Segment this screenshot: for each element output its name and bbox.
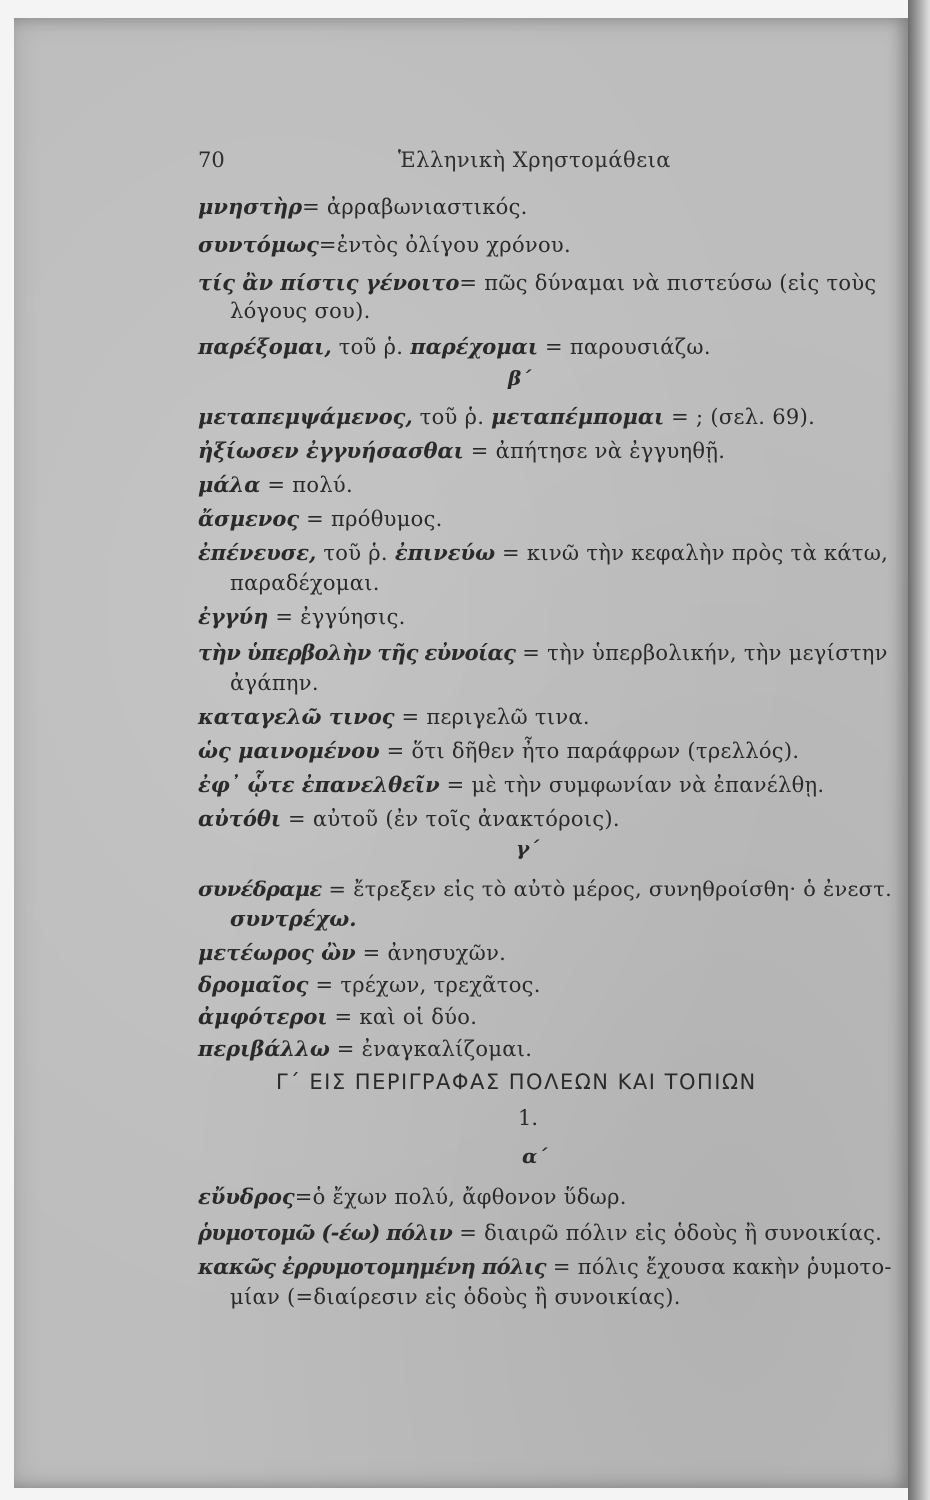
glossary-entry: ἐπένευσε, τοῦ ῥ. ἐπινεύω = κινῶ τὴν κεφαλὴν πρὸς τὰ κάτω, [198, 540, 889, 565]
glossary-entry: τίς ἂν πίστις γένοιτο= πῶς δύναμαι νὰ πιστεύσω (εἰς τοὺς [198, 270, 877, 295]
glossary-entry: αὐτόθι = αὐτοῦ (ἐν τοῖς ἀνακτόροις). [198, 806, 620, 831]
page-number: 70 [198, 148, 225, 172]
glossary-entry: τὴν ὑπερβολὴν τῆς εὐνοίας = τὴν ὑπερβολικήν, τὴν μεγίστην [198, 640, 888, 665]
glossary-entry: μετέωρος ὢν = ἀνησυχῶν. [198, 940, 507, 965]
glossary-entry-continuation: ἀγάπην. [230, 671, 319, 695]
section-marker-beta: β΄ [508, 366, 532, 390]
glossary-entry: συνέδραμε = ἔτρεξεν εἰς τὸ αὐτὸ μέρος, συνηθροίσθη· ὁ ἐνεστ. [198, 876, 893, 901]
glossary-entry: παρέξομαι, τοῦ ῥ. παρέχομαι = παρουσιάζω. [198, 334, 711, 359]
section-number: 1. [518, 1106, 539, 1130]
glossary-entry: μάλα = πολύ. [198, 472, 353, 497]
glossary-entry-continuation: παραδέχομαι. [230, 571, 380, 595]
glossary-entry: κακῶς ἐρρυμοτομημένη πόλις = πόλις ἔχουσα κακὴν ῥυμοτο- [198, 1254, 892, 1279]
section-heading: Γ΄ ΕΙΣ ΠΕΡΙΓΡΑΦΑΣ ΠΟΛΕΩΝ ΚΑΙ ΤΟΠΙΩΝ [276, 1070, 757, 1094]
glossary-entry: μνηστὴρ= ἀρραβωνιαστικός. [198, 194, 528, 219]
glossary-entry-continuation: μίαν (=διαίρεσιν εἰς ὁδοὺς ἢ συνοικίας). [230, 1285, 681, 1309]
glossary-entry: ἐφ᾿ ᾧτε ἐπανελθεῖν = μὲ τὴν συμφωνίαν νὰ ἐπανέλθῃ. [198, 772, 825, 797]
glossary-entry: ὡς μαινομένου = ὅτι δῆθεν ἦτο παράφρων (τρελλός). [198, 738, 800, 763]
glossary-entry: ῥυμοτομῶ (-έω) πόλιν = διαιρῶ πόλιν εἰς ὁδοὺς ἢ συνοικίας. [198, 1220, 883, 1245]
glossary-entry-continuation: συντρέχω. [230, 906, 357, 931]
glossary-entry: ἀμφότεροι = καὶ οἱ δύο. [198, 1004, 478, 1029]
glossary-entry: εὔυδρος=ὁ ἔχων πολύ, ἄφθονον ὕδωρ. [198, 1184, 627, 1209]
glossary-entry: ἄσμενος = πρόθυμος. [198, 506, 443, 531]
glossary-entry: συντόμως=ἐντὸς ὀλίγου χρόνου. [198, 232, 571, 257]
glossary-entry: ἠξίωσεν ἐγγυήσασθαι = ἀπήτησε νὰ ἐγγυηθῇ. [198, 438, 726, 463]
glossary-entry-continuation: λόγους σου). [230, 299, 371, 323]
section-marker-gamma: γ΄ [516, 836, 540, 860]
book-spine-shadow [908, 0, 930, 1500]
glossary-entry: μεταπεμψάμενος, τοῦ ῥ. μεταπέμπομαι = ; (σελ. 69). [198, 404, 816, 429]
glossary-entry: περιβάλλω = ἐναγκαλίζομαι. [198, 1036, 533, 1061]
glossary-entry: ἐγγύη = ἐγγύησις. [198, 604, 406, 629]
glossary-entry: καταγελῶ τινος = περιγελῶ τινα. [198, 704, 590, 729]
glossary-entry: δρομαῖος = τρέχων, τρεχᾶτος. [198, 972, 541, 997]
running-title: Ἑλληνικὴ Χρηστομάθεια [398, 148, 671, 172]
section-marker-alpha: α΄ [522, 1144, 548, 1168]
